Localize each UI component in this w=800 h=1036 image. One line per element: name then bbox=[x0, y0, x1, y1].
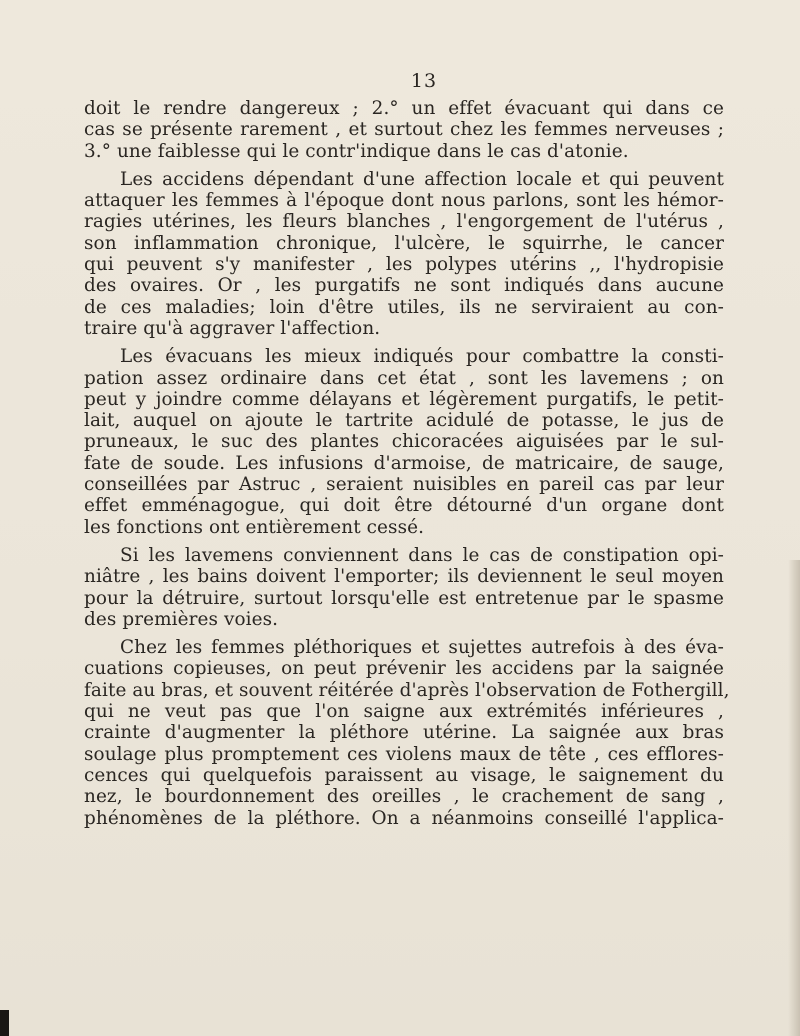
text-line: conseillées par Astruc , seraient nuisibles en pareil cas par leur bbox=[84, 474, 724, 496]
text-line: Si les lavemens conviennent dans le cas de constipation opi- bbox=[120, 544, 724, 566]
text-line: Les évacuans les mieux indiqués pour combattre la consti- bbox=[120, 346, 724, 368]
text-line: Les accidens dépendant d'une affection locale et qui peuvent bbox=[120, 168, 724, 190]
text-line: doit le rendre dangereux ; 2.° un effet évacuant qui dans ce bbox=[84, 98, 724, 119]
text-line: cas se présente rarement , et surtout chez les femmes nerveuses ; bbox=[84, 119, 724, 141]
text-line: pruneaux, le suc des plantes chicoracées aiguisées par le sul- bbox=[84, 431, 724, 453]
text-line: 3.° une faiblesse qui le contr'indique dans le cas d'atonie. bbox=[84, 140, 629, 162]
page-number bbox=[0, 70, 800, 92]
binding-mark bbox=[0, 1010, 9, 1036]
text-line: des premières voies. bbox=[84, 608, 279, 630]
text-line: qui ne veut pas que l'on saigne aux extrémités inférieures , bbox=[84, 701, 724, 723]
text-line: cences qui quelquefois paraissent au visage, le saignement du bbox=[84, 764, 724, 786]
paragraph-3 bbox=[84, 346, 724, 538]
text-line: crainte d'augmenter la pléthore utérine. La saignée aux bras bbox=[84, 722, 724, 744]
text-line: pation assez ordinaire dans cet état , sont les lavemens ; on bbox=[84, 367, 724, 389]
paragraph-5 bbox=[84, 637, 730, 829]
text-line: cuations copieuses, on peut prévenir les accidens par la saignée bbox=[84, 658, 724, 680]
paragraph-4 bbox=[84, 545, 724, 630]
text-line: des ovaires. Or , les purgatifs ne sont indiqués dans aucune bbox=[84, 275, 724, 297]
text-line: effet emménagogue, qui doit être détourné d'un organe dont bbox=[84, 495, 724, 517]
paragraph-2 bbox=[84, 169, 724, 339]
body-text bbox=[84, 98, 730, 836]
text-line: traire qu'à aggraver l'affection. bbox=[84, 317, 381, 339]
text-line: peut y joindre comme délayans et légèrement purgatifs, le petit- bbox=[84, 388, 724, 410]
text-line: phénomènes de la pléthore. On a néanmoins conseillé l'applica- bbox=[84, 807, 724, 829]
page-number-text: 13 bbox=[410, 70, 438, 92]
text-line: son inflammation chronique, l'ulcère, le squirrhe, le cancer bbox=[84, 232, 724, 254]
text-line: attaquer les femmes à l'époque dont nous parlons, sont les hémor- bbox=[84, 190, 724, 212]
text-line: faite au bras, et souvent réitérée d'après l'observation de Fothergill, bbox=[84, 679, 730, 701]
page-edge-shadow bbox=[788, 560, 800, 1036]
text-line: fate de soude. Les infusions d'armoise, de matricaire, de sauge, bbox=[84, 452, 724, 474]
text-line: lait, auquel on ajoute le tartrite acidulé de potasse, le jus de bbox=[84, 410, 724, 432]
text-line: niâtre , les bains doivent l'emporter; ils deviennent le seul moyen bbox=[84, 566, 724, 588]
paragraph-1 bbox=[84, 98, 724, 162]
text-line: soulage plus promptement ces violens maux de tête , ces efflores- bbox=[84, 743, 724, 765]
text-line: ragies utérines, les fleurs blanches , l'engorgement de l'utérus , bbox=[84, 211, 724, 233]
text-line: les fonctions ont entièrement cessé. bbox=[84, 516, 425, 538]
text-line: qui peuvent s'y manifester , les polypes utérins ,, l'hydropisie bbox=[84, 254, 724, 276]
text-line: Chez les femmes pléthoriques et sujettes autrefois à des éva- bbox=[120, 637, 724, 659]
text-line: nez, le bourdonnement des oreilles , le crachement de sang , bbox=[84, 786, 724, 808]
text-line: de ces maladies; loin d'être utiles, ils ne serviraient au con- bbox=[84, 296, 724, 318]
text-line: pour la détruire, surtout lorsqu'elle est entretenue par le spasme bbox=[84, 587, 724, 609]
